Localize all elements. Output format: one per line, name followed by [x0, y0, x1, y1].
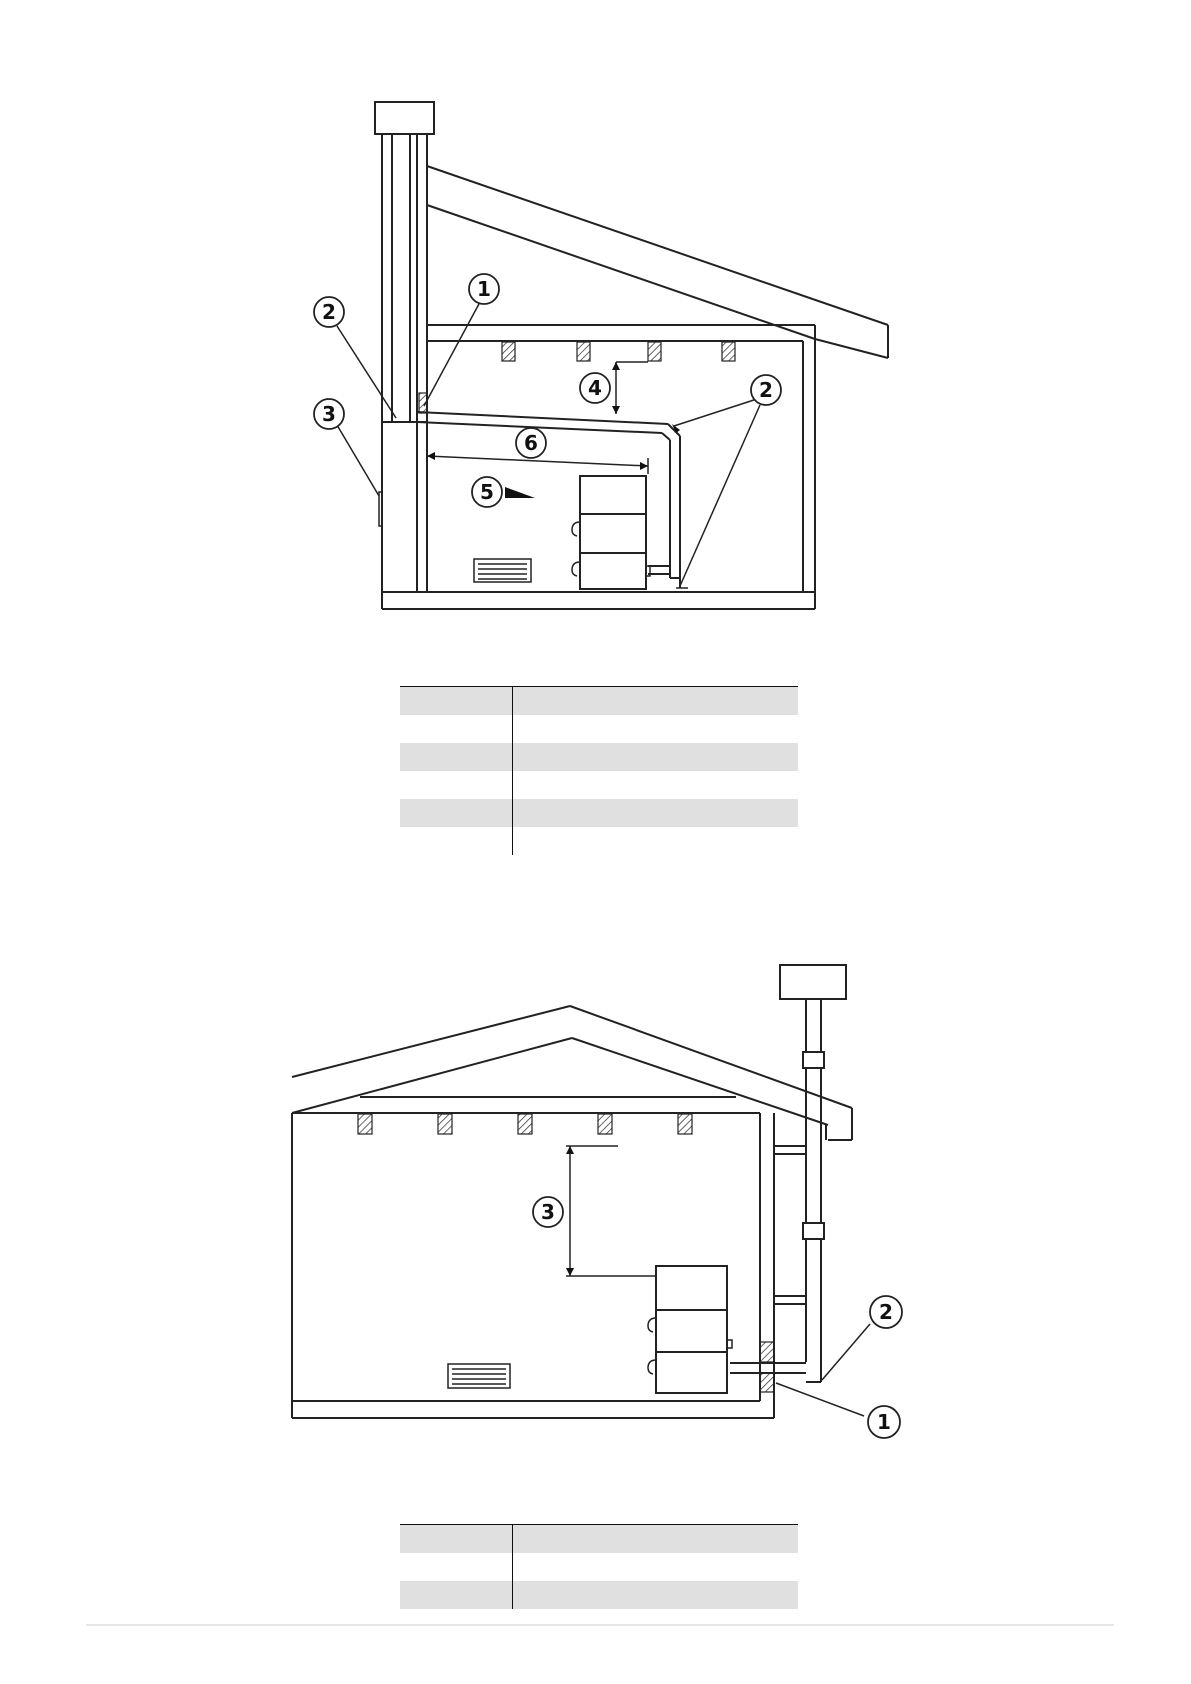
stove	[572, 476, 650, 589]
svg-text:5: 5	[480, 480, 494, 504]
table-row	[400, 1553, 798, 1581]
table-cell-key	[400, 827, 513, 855]
table-row	[400, 687, 798, 716]
callout-2-left	[314, 297, 344, 327]
chimney-flue	[382, 134, 427, 422]
table-cell-value	[513, 687, 799, 716]
svg-text:3: 3	[541, 1200, 555, 1224]
table-cell-key	[400, 715, 513, 743]
table-row	[400, 1581, 798, 1609]
clean-out-door	[379, 492, 382, 526]
figure-2-drawing	[0, 950, 1191, 1450]
svg-text:2: 2	[759, 378, 773, 402]
connector-pipe	[730, 1363, 806, 1373]
wall-thimble	[760, 1342, 774, 1392]
table-cell-value	[513, 1581, 799, 1609]
svg-text:1: 1	[877, 1410, 891, 1434]
callout-6	[516, 428, 546, 458]
table-cell-key	[400, 1581, 513, 1609]
ceiling-joists	[358, 1114, 692, 1134]
table-cell-value	[513, 771, 799, 799]
table-cell-key	[400, 799, 513, 827]
exterior-chimney-pipe	[803, 999, 824, 1382]
svg-text:2: 2	[322, 300, 336, 324]
building-walls	[292, 1097, 806, 1418]
leader-lines	[337, 302, 760, 586]
floor-vent	[474, 559, 531, 582]
svg-text:1: 1	[477, 277, 491, 301]
figure-1-drawing	[0, 0, 1191, 620]
callout-2	[870, 1296, 902, 1328]
dimension-3-arrow	[566, 1146, 656, 1276]
figure-2-gable-installation	[0, 950, 1191, 1450]
callout-3	[314, 399, 344, 429]
table-row	[400, 771, 798, 799]
callout-2-right	[751, 375, 781, 405]
footer-divider	[86, 1624, 1114, 1626]
table-cell-value	[513, 1553, 799, 1581]
table-cell-value	[513, 1525, 799, 1554]
table-row	[400, 799, 798, 827]
stove	[648, 1266, 732, 1393]
ceiling-joists	[502, 342, 735, 361]
table-row	[400, 827, 798, 855]
callout-4	[580, 373, 610, 403]
table-row	[400, 743, 798, 771]
floor-vent	[448, 1364, 510, 1388]
figure-1-lean-to-installation	[0, 0, 1191, 620]
table-cell-key	[400, 1525, 513, 1554]
dimension-4-arrow	[612, 362, 648, 414]
chimney-cap	[780, 965, 846, 999]
roof	[292, 1006, 852, 1140]
callout-1	[868, 1406, 900, 1438]
legend-table-1	[400, 686, 798, 855]
svg-text:6: 6	[524, 431, 538, 455]
callout-5	[472, 477, 502, 507]
table-cell-value	[513, 827, 799, 855]
svg-text:4: 4	[588, 376, 602, 400]
svg-text:3: 3	[322, 402, 336, 426]
table-cell-value	[513, 743, 799, 771]
table-cell-value	[513, 715, 799, 743]
legend-table-2	[400, 1524, 798, 1609]
table-cell-key	[400, 743, 513, 771]
table-cell-value	[513, 799, 799, 827]
table-row	[400, 1525, 798, 1554]
air-supply-symbol	[505, 487, 535, 498]
svg-text:2: 2	[879, 1300, 893, 1324]
leader-lines	[776, 1324, 870, 1416]
callout-1	[469, 274, 499, 304]
table-cell-key	[400, 1553, 513, 1581]
table-row	[400, 715, 798, 743]
roof	[427, 166, 888, 358]
table-cell-key	[400, 771, 513, 799]
table-cell-key	[400, 687, 513, 716]
callout-3	[533, 1197, 563, 1227]
chimney-cap	[375, 102, 434, 134]
flue-pipe	[417, 412, 688, 588]
